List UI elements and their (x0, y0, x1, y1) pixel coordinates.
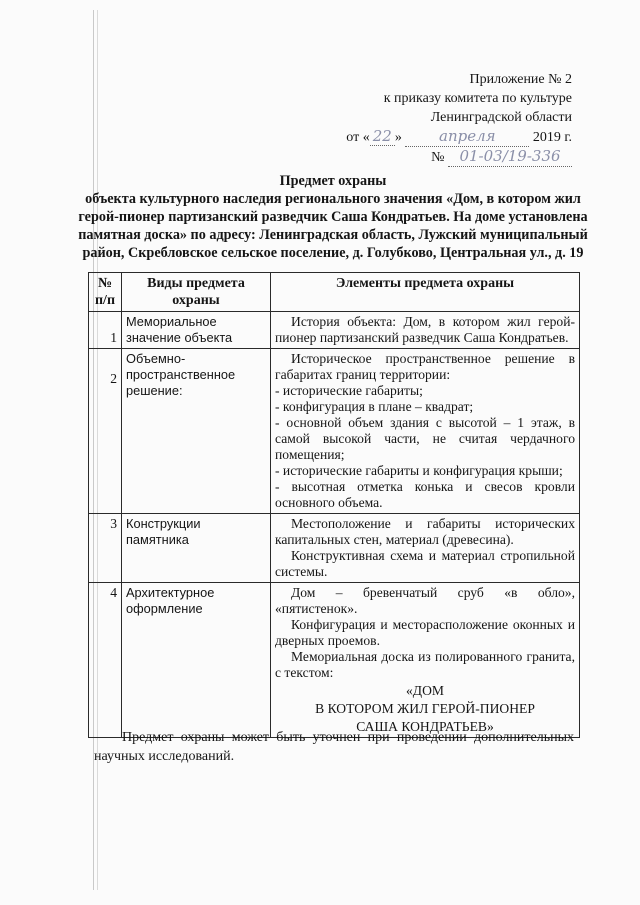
element-paragraph: - исторические габариты и конфигурация крыши; (275, 463, 563, 478)
table-row (89, 583, 580, 738)
element-paragraph: Историческое пространственное решение в габаритах границ территории: (275, 351, 575, 382)
appendix-number-line (330, 147, 572, 167)
number-prefix: № (431, 150, 445, 165)
table-row (89, 514, 580, 583)
table-row (89, 312, 580, 349)
row-number: 4 (89, 583, 122, 738)
header-num: № п/п (89, 273, 122, 312)
appendix-line-1: Приложение № 2 (469, 72, 572, 87)
plate-text-line: «ДОМ (406, 683, 444, 698)
protection-subject-table (88, 272, 580, 738)
header-elements: Элементы предмета охраны (271, 273, 580, 312)
row-elements (271, 583, 580, 738)
row-elements (271, 312, 580, 349)
row-elements (271, 514, 580, 583)
row-elements (271, 349, 580, 514)
element-paragraph: - высотная отметка конька и свесов кровли основного объема. (275, 479, 575, 510)
row-kind: Объемно-пространственное решение: (122, 349, 271, 514)
element-paragraph: - конфигурация в плане – квадрат; (275, 399, 474, 414)
table-row (89, 349, 580, 514)
title-heading: Предмет охраны (279, 173, 387, 189)
appendix-line-3: Ленинградской области (430, 110, 572, 125)
element-paragraph: Конфигурация и месторасположение оконных и дверных проемов. (275, 617, 575, 648)
plate-text-line: В КОТОРОМ ЖИЛ ГЕРОЙ-ПИОНЕР (315, 701, 535, 716)
date-year: 2019 г. (532, 130, 572, 145)
row-number: 2 (89, 349, 122, 514)
row-number: 3 (89, 514, 122, 583)
row-kind: Архитектурное оформление (122, 583, 271, 738)
appendix-date-line (330, 127, 572, 147)
plate-text-line: САША КОНДРАТЬЕВ» (356, 719, 494, 734)
row-number: 1 (89, 312, 122, 349)
header-kind: Виды предмета охраны (122, 273, 271, 312)
row-kind: Конструкции памятника (122, 514, 271, 583)
date-prefix: от « (346, 130, 370, 145)
element-paragraph: Местоположение и габариты исторических капитальных стен, материал (древесина). (275, 516, 575, 547)
element-paragraph: Мемориальная доска из полированного гранита, с текстом: (275, 649, 575, 680)
order-number-handwritten: 01-03/19-336 (448, 147, 572, 167)
footnote: Предмет охраны может быть уточнен при проведении дополнительных научных исследований. (94, 730, 574, 764)
date-day-handwritten: 22 (370, 127, 395, 146)
title-body: объекта культурного наследия регионального значения «Дом, в котором жил герой-пионер партизанский разведчик Саша Кондратьев. На доме установлена памятная доска» по адресу: Ленинградская область, Лужский муниципальный район, Скребловское сельское поселение, д. Голубково, Центральная ул., д. 19 (78, 191, 588, 261)
document-title (78, 172, 588, 262)
appendix-line-2: к приказу комитета по культуре (383, 91, 572, 106)
element-paragraph: Конструктивная схема и материал стропильной системы. (275, 548, 575, 579)
appendix-block (330, 70, 572, 167)
date-month-handwritten: апреля (405, 127, 529, 147)
element-paragraph: - исторические габариты; (275, 383, 423, 398)
date-mid: » (394, 130, 402, 145)
row-kind: Мемориальное значение объекта (122, 312, 271, 349)
table-header-row (89, 273, 580, 312)
element-paragraph: - основной объем здания с высотой – 1 этаж, в самой высокой части, не считая чердачного помещения; (275, 415, 575, 462)
element-paragraph: Дом – бревенчатый сруб «в обло», «пятистенок». (275, 585, 575, 616)
element-paragraph: История объекта: Дом, в котором жил герой-пионер партизанский разведчик Саша Кондратьев. (275, 314, 575, 345)
